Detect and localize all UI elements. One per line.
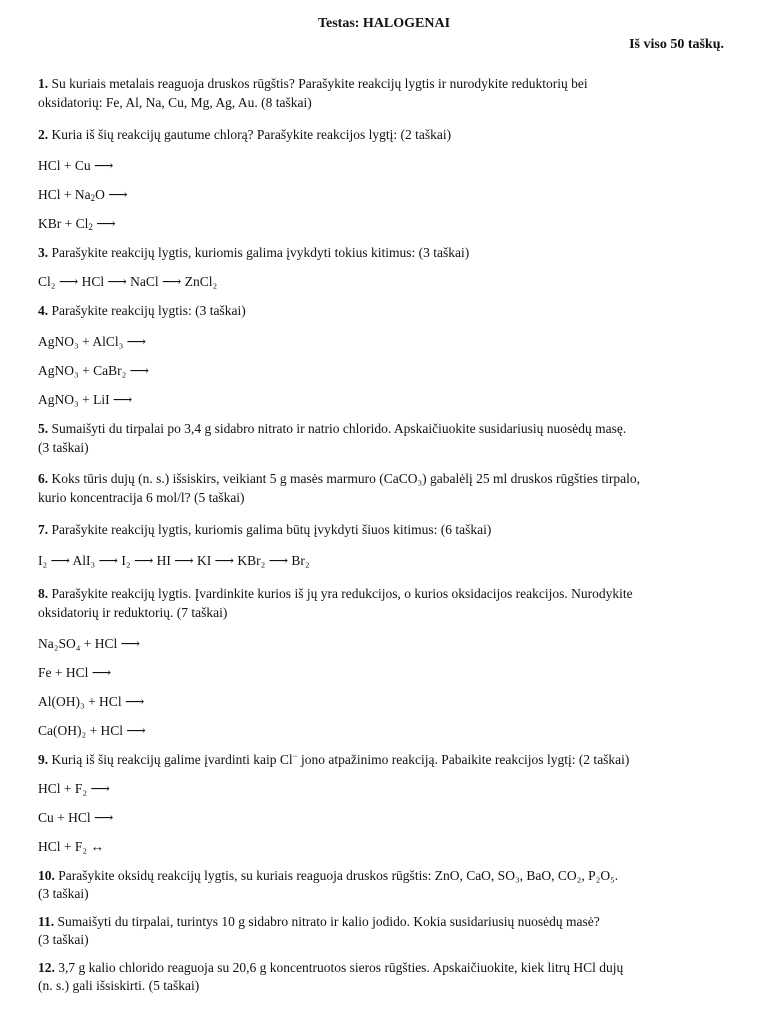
question-number: 2. [38, 127, 49, 142]
equation [38, 214, 728, 233]
question-text: Sumaišyti du tirpalai, turintys 10 g sidabro nitrato ir kalio jodido. Kokia susidariusių nuosėdų masė? [54, 914, 600, 929]
question-text: Sumaišyti du tirpalai po 3,4 g sidabro nitrato ir natrio chlorido. Apskaičiuokite susidariusių nuosėdų masę. [48, 421, 627, 436]
question-number: 7. [38, 522, 49, 537]
question-9 [38, 750, 728, 769]
equation: Ca(OH)₂ + HCl ⟶ [38, 723, 146, 738]
question-6 [38, 469, 728, 488]
question-6-continuation: kurio koncentracija 6 mol/l? (5 taškai) [38, 490, 245, 505]
document-title: Testas: HALOGENAI [317, 16, 451, 31]
question-11 [38, 912, 728, 931]
question-number: 6. [38, 471, 49, 486]
question-text: Kurią iš šių reakcijų galime įvardinti kaip Cl [48, 752, 293, 767]
question-1-continuation: oksidatorių: Fe, Al, Na, Cu, Mg, Ag, Au. (8 taškai) [38, 95, 312, 110]
question-5 [38, 419, 728, 438]
question-2 [38, 125, 728, 144]
question-12-continuation: (n. s.) gali išsiskirti. (5 taškai) [38, 978, 200, 993]
question-number: 3. [38, 245, 49, 260]
question-text: Parašykite reakcijų lygtis, kuriomis galima būtų įvykdyti šiuos kitimus: (6 taškai) [48, 522, 492, 537]
subscript: 2 [90, 193, 96, 203]
formula-part: KBr + Cl [38, 216, 89, 231]
equation: AgNO₃ + CaBr₂ ⟶ [38, 363, 149, 378]
question-number: 9. [38, 752, 49, 767]
question-number: 8. [38, 586, 49, 601]
question-8 [38, 584, 728, 603]
formula-part: ⟶ [92, 216, 116, 231]
subscript: 2 [88, 222, 93, 232]
formula-part: O ⟶ [95, 187, 128, 202]
question-10-continuation: (3 taškai) [38, 886, 89, 901]
equation: HCl + Cu ⟶ [38, 158, 114, 173]
question-text: Parašykite oksidų reakcijų lygtis, su kuriais reaguoja druskos rūgštis: ZnO, CaO, SO₃, BaO, CO₂, P₂O₅. [54, 868, 619, 883]
question-4 [38, 301, 728, 320]
total-points: Iš viso 50 taškų. [629, 37, 724, 52]
question-12 [38, 958, 728, 977]
question-1 [38, 74, 728, 93]
question-number: 10. [38, 868, 55, 883]
question-text: Kuria iš šių reakcijų gautume chlorą? Parašykite reakcijos lygtį: (2 taškai) [48, 127, 452, 142]
question-text: 3,7 g kalio chlorido reaguoja su 20,6 g koncentruotos sieros rūgšties. Apskaičiuokite, kiek litrų HCl dujų [54, 960, 624, 975]
question-number: 11. [38, 914, 55, 929]
question-3 [38, 243, 728, 262]
question-8-continuation: oksidatorių ir reduktorių. (7 taškai) [38, 605, 228, 620]
question-text: Koks tūris dujų (n. s.) išsiskirs, veikiant 5 g masės marmuro (CaCO₃) gabalėlį 25 ml druskos rūgšties tirpalo, [48, 471, 641, 486]
equation: Na₂SO₄ + HCl ⟶ [38, 636, 141, 651]
reaction-chain: I₂ ⟶ AlI₃ ⟶ I₂ ⟶ HI ⟶ KI ⟶ KBr₂ ⟶ Br₂ [38, 553, 310, 568]
equation: Fe + HCl ⟶ [38, 665, 112, 680]
question-text: Su kuriais metalais reaguoja druskos rūgštis? Parašykite reakcijų lygtis ir nurodykite reduktorių bei [48, 76, 588, 91]
formula-part: HCl + Na [38, 187, 91, 202]
equation: AgNO₃ + LiI ⟶ [38, 392, 133, 407]
equation: Cu + HCl ⟶ [38, 810, 114, 825]
equation: HCl + F₂ ⟶ [38, 781, 110, 796]
question-number: 12. [38, 960, 55, 975]
question-11-continuation: (3 taškai) [38, 932, 89, 947]
equation [38, 185, 728, 204]
superscript: − [292, 751, 298, 761]
question-text: Parašykite reakcijų lygtis, kuriomis galima įvykdyti tokius kitimus: (3 taškai) [48, 245, 470, 260]
question-text: Parašykite reakcijų lygtis. Įvardinkite kurios iš jų yra redukcijos, o kurios oksidacijos reakcijos. Nurodykite [48, 586, 633, 601]
question-number: 5. [38, 421, 49, 436]
question-number: 4. [38, 303, 49, 318]
equation: AgNO₃ + AlCl₃ ⟶ [38, 334, 147, 349]
equation: HCl + F₂ ↔ [38, 839, 104, 854]
question-10 [38, 866, 728, 885]
question-text: jono atpažinimo reakciją. Pabaikite reakcijos lygtį: (2 taškai) [297, 752, 630, 767]
reaction-chain: Cl₂ ⟶ HCl ⟶ NaCl ⟶ ZnCl₂ [38, 274, 218, 289]
question-number: 1. [38, 76, 49, 91]
question-5-continuation: (3 taškai) [38, 440, 89, 455]
question-text: Parašykite reakcijų lygtis: (3 taškai) [48, 303, 246, 318]
question-7 [38, 520, 728, 539]
equation: Al(OH)₃ + HCl ⟶ [38, 694, 145, 709]
